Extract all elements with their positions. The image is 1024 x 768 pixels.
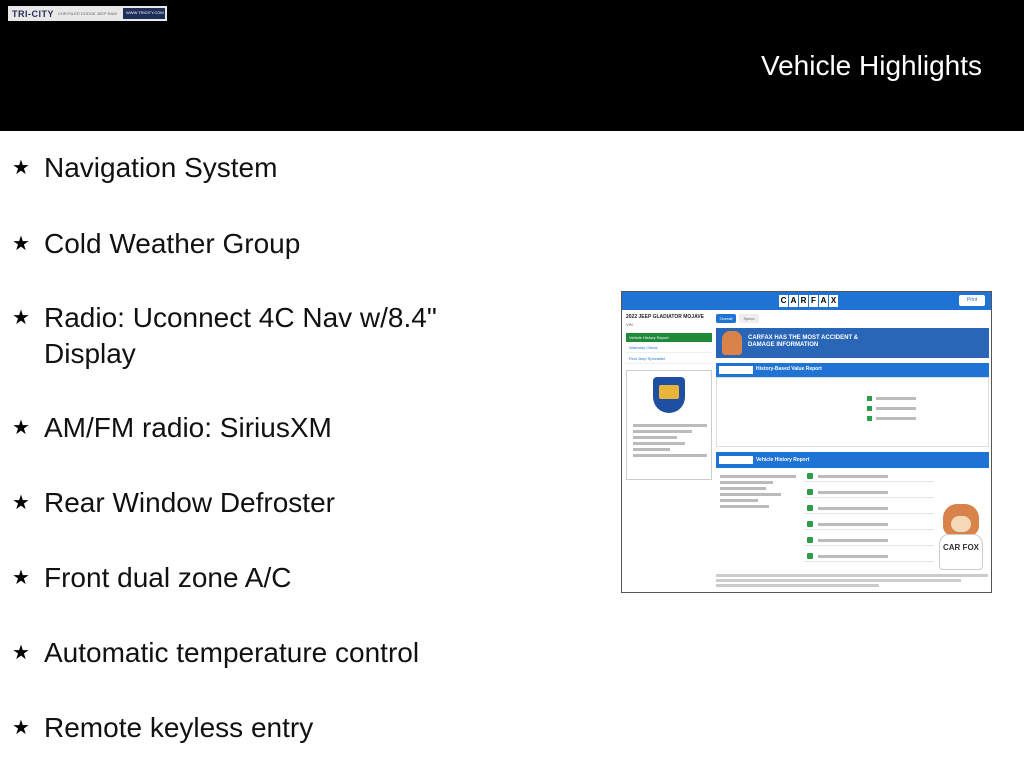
- carfax-logo-letter: A: [820, 296, 827, 305]
- carfax-sidebar: [626, 314, 712, 586]
- feature-text: Front dual zone A/C: [44, 562, 292, 593]
- dealer-logo-tagline: CHRYSLER DODGE JEEP RAM: [58, 11, 117, 16]
- fox-mascot-icon: [722, 331, 742, 355]
- carfax-vin-label: VIN: [626, 322, 633, 327]
- feature-text: Cold Weather Group: [44, 228, 301, 259]
- feature-item: [12, 635, 514, 671]
- history-row[interactable]: [804, 518, 934, 530]
- carfax-topbar: [622, 292, 991, 310]
- carfax-tab-specs[interactable]: Specs: [739, 314, 759, 323]
- feature-text: Radio: Uconnect 4C Nav w/8.4" Display: [44, 302, 437, 369]
- history-row[interactable]: [804, 502, 934, 514]
- carfax-logo-small: [719, 366, 753, 374]
- carfax-history-report-header: [716, 452, 989, 468]
- carfax-badge-text-lines: [633, 421, 707, 460]
- feature-text: Automatic temperature control: [44, 637, 420, 668]
- star-icon: ★: [12, 492, 30, 514]
- feature-item: [12, 410, 514, 446]
- carfax-vehicle-info-lines: [720, 472, 796, 511]
- feature-text: Remote keyless entry: [44, 712, 314, 743]
- feature-text: Navigation System: [44, 152, 278, 183]
- fox-face-icon: [951, 516, 971, 532]
- carfax-nav-item-active[interactable]: Vehicle History Report: [626, 333, 712, 342]
- checklist-item: [867, 406, 967, 412]
- carfax-print-button[interactable]: Print: [959, 295, 985, 306]
- check-icon: [807, 521, 813, 527]
- star-icon: ★: [12, 642, 30, 664]
- carfax-banner: [716, 328, 989, 358]
- carfax-value-report-title: History-Based Value Report: [756, 366, 822, 372]
- carfax-logo-letter: F: [809, 295, 818, 307]
- check-icon: [807, 505, 813, 511]
- carfax-badge-card: [626, 370, 712, 480]
- carfax-logo: [779, 295, 839, 307]
- check-icon: [807, 553, 813, 559]
- carfax-tab-overall[interactable]: Overall: [716, 314, 736, 323]
- history-row[interactable]: [804, 550, 934, 562]
- dealer-logo[interactable]: [8, 6, 167, 21]
- carfax-report-thumbnail[interactable]: [621, 291, 992, 593]
- carfax-tabs: [716, 314, 989, 323]
- checklist-item: [867, 416, 967, 422]
- carfax-logo-small: [719, 456, 753, 464]
- feature-item: [12, 560, 514, 596]
- feature-text: AM/FM radio: SiriusXM: [44, 412, 332, 443]
- carfax-banner-text: CARFAX HAS THE MOST ACCIDENT & DAMAGE INFORMATION: [748, 335, 859, 348]
- carfax-footer-text: [716, 572, 988, 589]
- checklist-item: [867, 396, 967, 402]
- star-icon: ★: [12, 417, 30, 439]
- carfax-vehicle-title: 2022 JEEP GLADIATOR MOJAVE: [626, 314, 704, 320]
- carfax-logo-letter: C: [780, 296, 787, 305]
- carfax-badge-icon: [653, 377, 685, 413]
- carfax-logo-letter: R: [800, 296, 807, 305]
- feature-item: [12, 710, 514, 746]
- header-bar: [0, 0, 1024, 131]
- star-icon: ★: [12, 233, 30, 255]
- carfax-logo-letter: X: [830, 296, 837, 305]
- star-icon: ★: [12, 717, 30, 739]
- dealer-logo-box: WWW.TRICITY.COM: [123, 8, 165, 19]
- carfox-mascot: [933, 504, 989, 570]
- history-row[interactable]: [804, 534, 934, 546]
- carfax-logo-letter: A: [790, 296, 797, 305]
- history-row[interactable]: [804, 470, 934, 482]
- feature-item: [12, 226, 514, 262]
- feature-text: Rear Window Defroster: [44, 487, 335, 518]
- fox-shirt: CAR FOX: [939, 534, 983, 570]
- star-icon: ★: [12, 307, 30, 329]
- dealer-logo-text: TRI-CITY: [12, 8, 54, 19]
- check-icon: [807, 489, 813, 495]
- star-icon: ★: [12, 157, 30, 179]
- check-icon: [807, 537, 813, 543]
- feature-item: [12, 300, 484, 372]
- check-icon: [807, 473, 813, 479]
- carfax-history-report-title: Vehicle History Report: [756, 457, 810, 463]
- history-row[interactable]: [804, 486, 934, 498]
- feature-item: [12, 150, 514, 186]
- carfax-nav-item[interactable]: Find Jeep Specialist: [626, 353, 712, 364]
- carfax-value-report-box: [716, 377, 989, 447]
- page-title: Vehicle Highlights: [760, 50, 982, 81]
- carfax-value-report-header: [716, 363, 989, 377]
- carfax-nav-item[interactable]: Warranty Check: [626, 342, 712, 353]
- feature-item: [12, 485, 514, 521]
- star-icon: ★: [12, 567, 30, 589]
